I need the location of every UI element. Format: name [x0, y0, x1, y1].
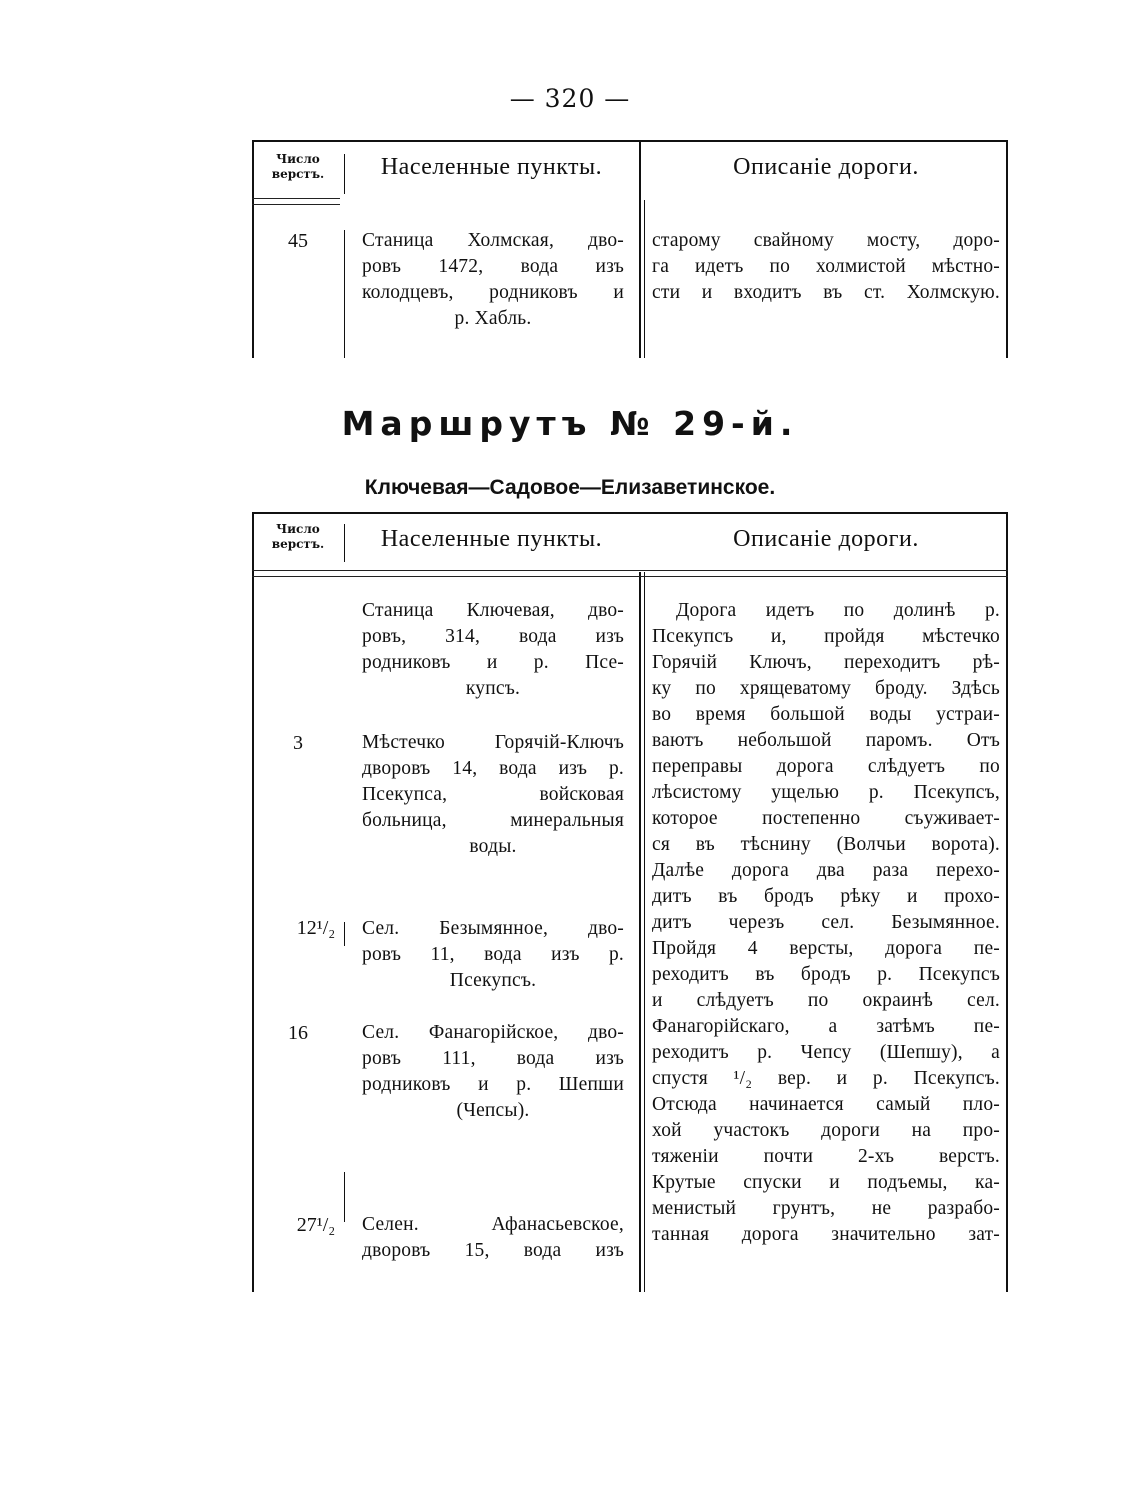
text-line: Мѣстечко Горячій-Ключъ [362, 732, 624, 753]
text-line: ровъ 1472, вода изъ [362, 256, 624, 277]
text-line: ся въ тѣснину (Волчьи ворота). [652, 834, 1000, 855]
settlement-entry [362, 916, 624, 994]
text-line: Отсюда начинается самый пло- [652, 1094, 1000, 1115]
text-line: переправы дорога слѣдуетъ по [652, 756, 1000, 777]
versts-value: 45 [288, 230, 308, 252]
text-line: тяженіи почти 2-хъ верстъ. [652, 1146, 1000, 1167]
road-description [652, 228, 1000, 306]
text-line: (Чепсы). [456, 1100, 530, 1121]
text-line: Станица Холмская, дво- [362, 230, 624, 251]
text-line: Дорога идетъ по долинѣ р. [676, 600, 1000, 621]
text-line: га идетъ по холмистой мѣстно- [652, 256, 1000, 277]
versts-value: 16 [288, 1022, 308, 1044]
versts-value: 27¹/₂ [296, 1214, 336, 1236]
text-line: дворовъ 14, вода изъ р. [362, 758, 624, 779]
text-line: Псекупса, войсковая [362, 784, 624, 805]
text-line: родниковъ и р. Псе- [362, 652, 624, 673]
text-line: спустя ¹/₂ вер. и р. Псекупсъ. [652, 1068, 1000, 1089]
header-settlements: Населенные пункты. [380, 526, 603, 552]
text-line: колодцевъ, родниковъ и [362, 282, 624, 303]
text-line: Пройдя 4 версты, дорога пе- [652, 938, 1000, 959]
text-line: дитъ черезъ сел. Безымянное. [652, 912, 1000, 933]
text-line: ваютъ небольшой паромъ. Отъ [652, 730, 1000, 751]
text-line: Сел. Фанагорійское, дво- [362, 1022, 624, 1043]
text-line: дитъ въ бродъ рѣку и прохо- [652, 886, 1000, 907]
text-line: танная дорога значительно зат- [652, 1224, 1000, 1245]
text-line: Селен. Афанасьевское, [362, 1214, 624, 1235]
settlement-entry [362, 1212, 624, 1264]
text-line: Станица Ключевая, дво- [362, 600, 624, 621]
text-line: сти и входитъ въ ст. Холмскую. [652, 282, 1000, 303]
road-description [652, 598, 1000, 1248]
text-line: и слѣдуетъ по окраинѣ сел. [652, 990, 1000, 1011]
text-line: больница, минеральныя [362, 810, 624, 831]
route-title: Маршрутъ № 29-й. [341, 404, 799, 443]
text-line: купсъ. [465, 678, 521, 699]
text-line: менистый грунтъ, не разрабо- [652, 1198, 1000, 1219]
settlement-entry [362, 228, 624, 332]
text-line: лѣсистому ущелью р. Псекупсъ, [652, 782, 1000, 803]
text-line: ровъ 11, вода изъ р. [362, 944, 624, 965]
text-line: Далѣе дорога два раза перехо- [652, 860, 1000, 881]
text-line: во время большой воды устраи- [652, 704, 1000, 725]
text-line: реходитъ р. Чепсу (Шепшу), а [652, 1042, 1000, 1063]
settlement-entry [362, 598, 624, 702]
text-line: хой участокъ дороги на про- [652, 1120, 1000, 1141]
text-line: ровъ 111, вода изъ [362, 1048, 624, 1069]
header-versts: Число верстъ. [271, 152, 325, 181]
header-versts: Число верстъ. [271, 522, 325, 551]
versts-value: 3 [293, 732, 303, 754]
table-2 [252, 512, 1008, 1292]
page-number: — 320 — [509, 84, 631, 113]
text-line: ровъ, 314, вода изъ [362, 626, 624, 647]
header-settlements: Населенные пункты. [380, 154, 603, 180]
text-line: ку по хрящеватому броду. Здѣсь [652, 678, 1000, 699]
text-line: которое постепенно съуживает- [652, 808, 1000, 829]
text-line: Фанагорійскаго, а затѣмъ пе- [652, 1016, 1000, 1037]
text-line: Крутые спуски и подъемы, ка- [652, 1172, 1000, 1193]
text-line: р. Хабль. [454, 308, 532, 329]
header-description: Описаніе дороги. [733, 154, 919, 180]
text-line: старому свайному мосту, доро- [652, 230, 1000, 251]
text-line: Псекупсъ. [449, 970, 537, 991]
text-line: Псекупсъ и, пройдя мѣстечко [652, 626, 1000, 647]
text-line: родниковъ и р. Шепши [362, 1074, 624, 1095]
text-line: дворовъ 15, вода изъ [362, 1240, 624, 1261]
text-line: Сел. Безымянное, дво- [362, 918, 624, 939]
text-line: Горячій Ключъ, переходитъ рѣ- [652, 652, 1000, 673]
text-line: реходитъ въ бродъ р. Псекупсъ [652, 964, 1000, 985]
table-1 [252, 140, 1008, 358]
text-line: воды. [469, 836, 517, 857]
route-subtitle: Ключевая—Садовое—Елизаветинское. [364, 476, 776, 499]
settlement-entry [362, 730, 624, 860]
settlement-entry [362, 1020, 624, 1124]
versts-value: 12¹/₂ [296, 917, 336, 939]
header-description: Описаніе дороги. [733, 526, 919, 552]
